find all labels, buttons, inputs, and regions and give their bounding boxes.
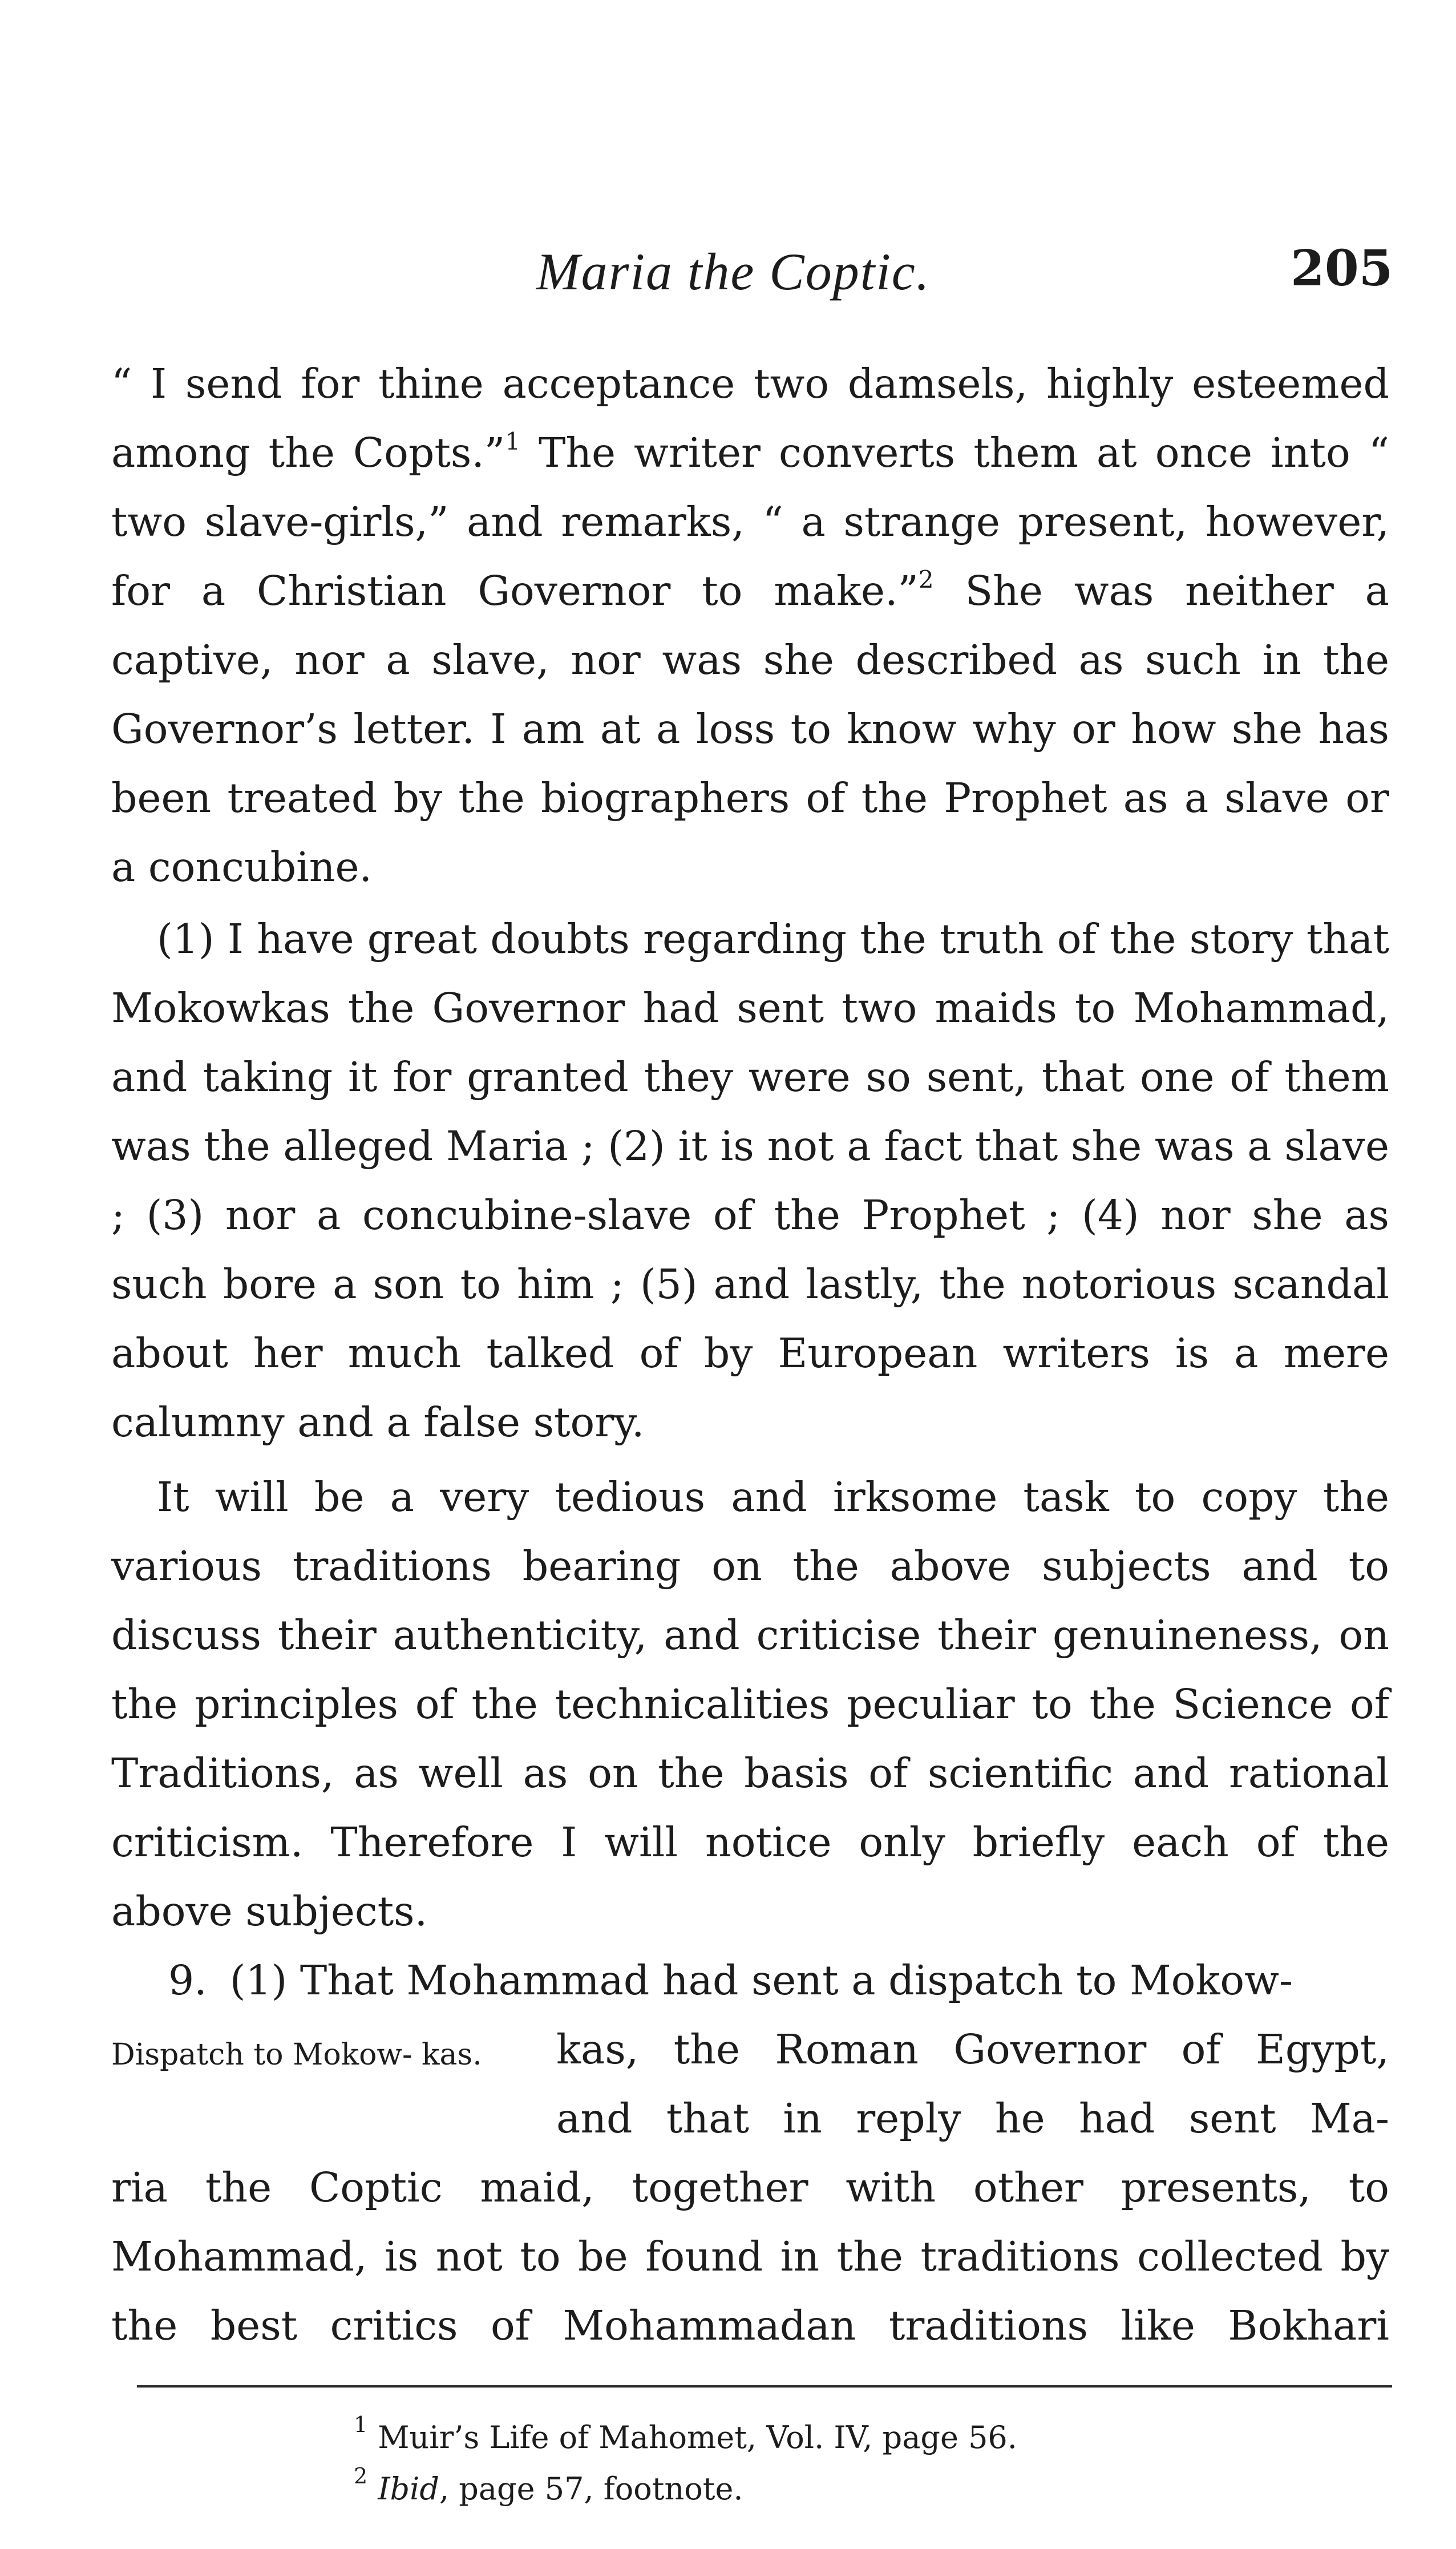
section-middle <box>111 2015 1389 2153</box>
section-first-line <box>111 1946 1389 2015</box>
paragraph-1-text-c: She was neither a captive, nor a slave, nor was she described as such in the Governor’s letter. I am at a loss to know why or how she has been treated by the biographers of the Prophet as a slave or a concubine. <box>111 567 1389 891</box>
paragraph-1-text-a: “ I send for thine acceptance two damsels, highly esteemed among the Copts.” <box>111 360 1389 476</box>
footnote-2-text: , page 57, footnote. <box>439 2471 743 2507</box>
footnote-2 <box>354 2463 743 2507</box>
section-line-3: and that in reply he had sent Ma- <box>556 2095 1389 2142</box>
footnote-1-mark: 1 <box>354 2412 368 2437</box>
footnote-ref-2: 2 <box>918 565 934 593</box>
section-line-1: (1) That Mohammad had sent a dispatch to Mokow- <box>229 1957 1293 2004</box>
footnote-1 <box>354 2414 1017 2453</box>
footnote-ref-1: 1 <box>505 427 520 455</box>
footnote-2-mark: 2 <box>354 2463 368 2489</box>
running-title: Maria the Coptic. <box>536 243 931 301</box>
footnote-2-italic: Ibid <box>378 2471 439 2507</box>
paragraph-1 <box>111 349 1389 902</box>
section-number: 9. <box>168 1957 207 2004</box>
paragraph-2: (1) I have great doubts regarding the truth of the story that Mokowkas the Governor had sent two maids to Mohammad, and taking it for granted they were so sent, that one of them was the alleged Maria ; (2) it is not a fact that she was a slave ; (3) nor a concubine-slave of the Prophet ; (4) nor she as such bore a son to him ; (5) and lastly, the notorious scandal about her much talked of by European writers is a mere calumny and a false story. <box>111 915 1389 1446</box>
footnote-rule <box>137 2385 1392 2388</box>
paragraph-3: It will be a very tedious and irksome task to copy the various traditions bearing on the above subjects and to discuss their authenticity, and criticise their genuineness, on the principles of the technicalities peculiar to the Science of Traditions, as well as on the basis of scientific and rational criticism. Therefore I will notice only briefly each of the above subjects. <box>111 1473 1389 1935</box>
footnote-1-text: Muir’s Life of Mahomet, Vol. IV, page 56. <box>378 2419 1017 2455</box>
page-number: 205 <box>1291 240 1393 297</box>
section-9 <box>111 1946 1389 2360</box>
section-tail: ria the Coptic maid, together with other presents, to Mohammad, is not to be found in the traditions collected by the best critics of Mohammadan traditions like Bokhari <box>111 2164 1389 2349</box>
section-line-2: kas, the Roman Governor of Egypt, <box>556 2026 1389 2073</box>
section-middle-text <box>556 2015 1389 2153</box>
paragraph-1-text-b: The writer converts them at once into “ two slave-girls,” and remarks, “ a strange present, however, for a Christian Governor to make.” <box>111 429 1389 615</box>
margin-note: Dispatch to Mokow- kas. <box>111 2038 482 2072</box>
